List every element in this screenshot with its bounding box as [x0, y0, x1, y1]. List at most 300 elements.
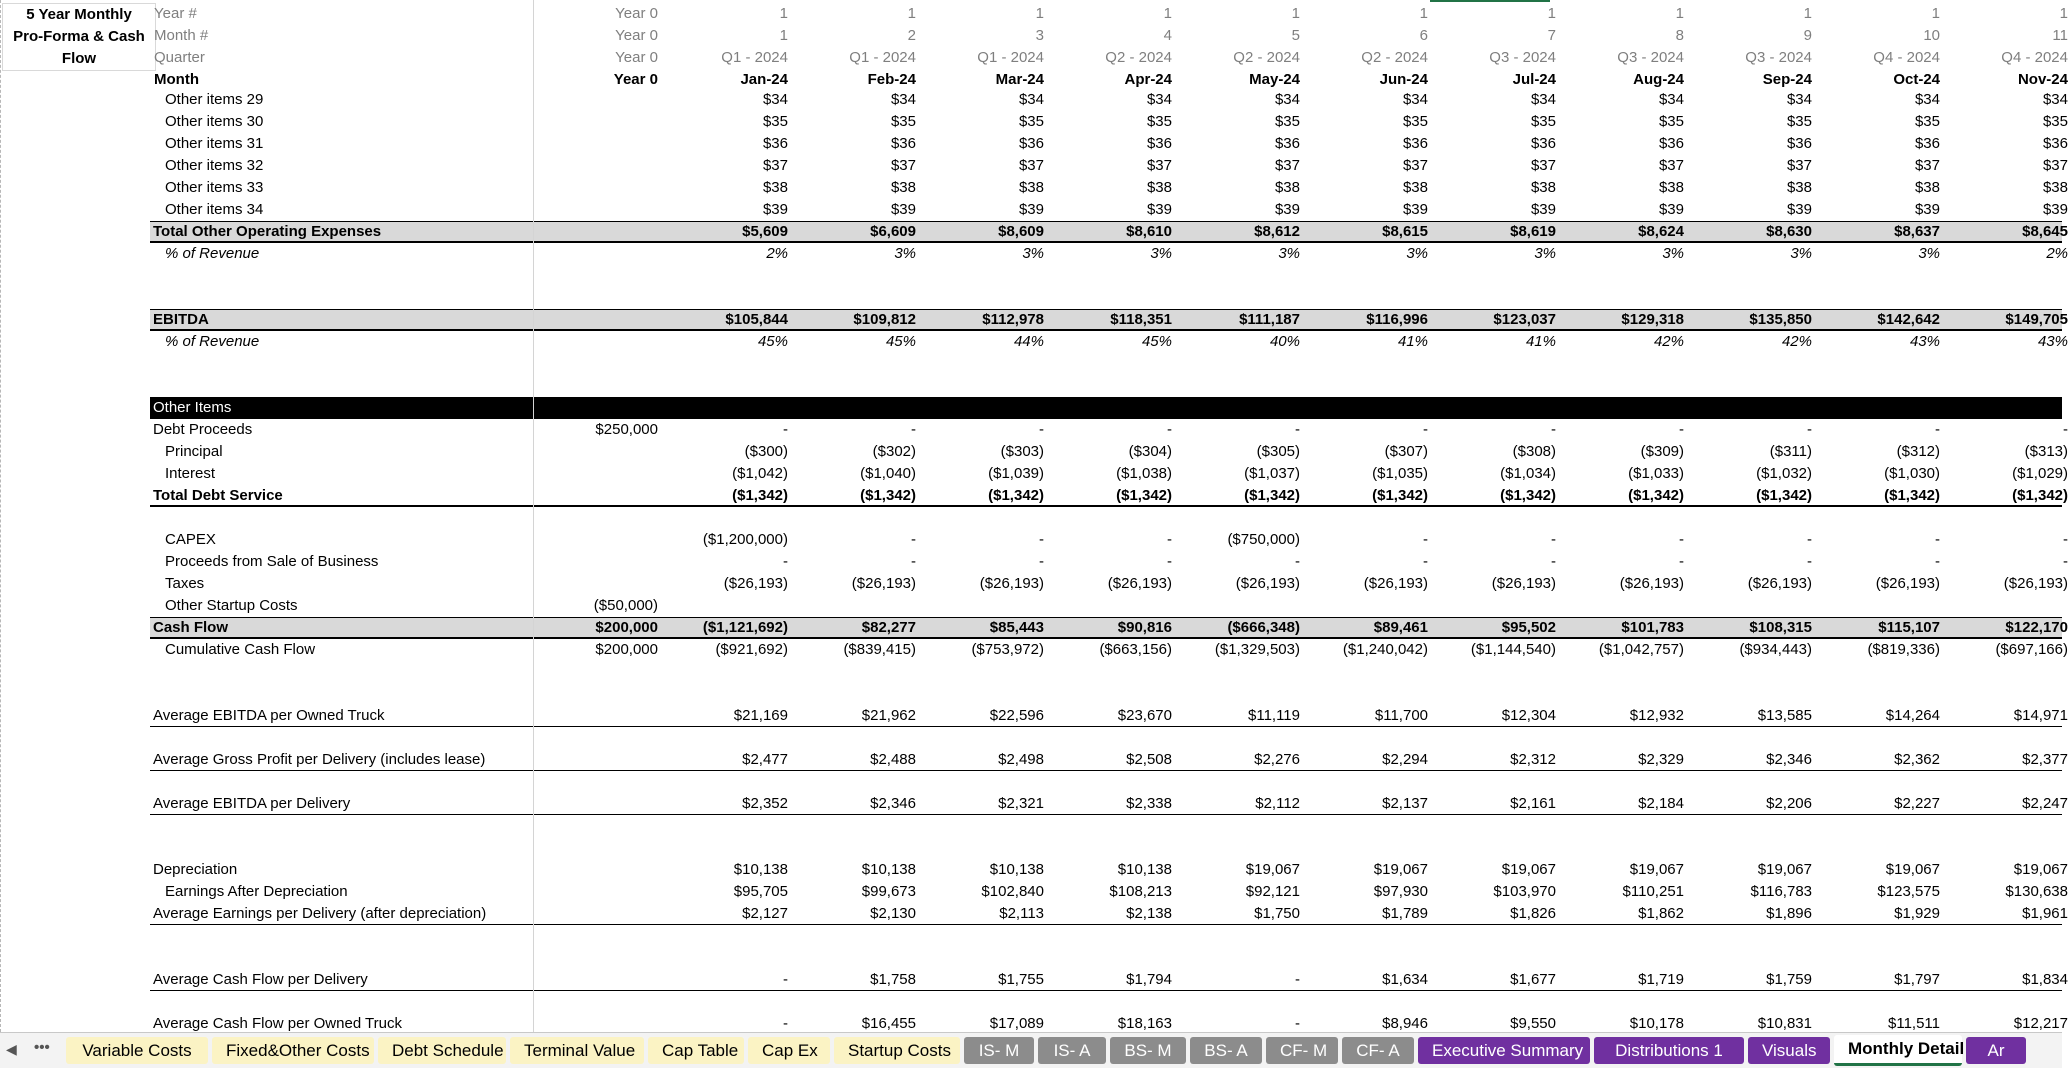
- body-cell[interactable]: 3%: [1406, 245, 1428, 262]
- body-cell[interactable]: $2,312: [1510, 751, 1556, 768]
- body-cell[interactable]: -: [1935, 553, 1940, 570]
- body-cell[interactable]: $37: [890, 157, 916, 174]
- body-cell[interactable]: $8,615: [1382, 223, 1428, 240]
- header-cell[interactable]: Nov-24: [2017, 71, 2068, 88]
- body-cell[interactable]: $35: [1146, 113, 1172, 130]
- body-cell[interactable]: $9,550: [1510, 1015, 1556, 1032]
- body-cell[interactable]: $2,377: [2022, 751, 2068, 768]
- body-cell[interactable]: ($1,121,692): [702, 619, 788, 636]
- body-cell[interactable]: $2,127: [742, 905, 788, 922]
- body-cell[interactable]: $2,488: [870, 751, 916, 768]
- body-cell[interactable]: -: [2063, 531, 2068, 548]
- body-cell[interactable]: ($26,193): [1619, 575, 1684, 592]
- header-cell[interactable]: Q2 - 2024: [1233, 49, 1300, 66]
- body-cell[interactable]: ($1,342): [1116, 487, 1172, 504]
- header-cell[interactable]: 1: [1675, 5, 1684, 22]
- body-cell[interactable]: -: [1807, 553, 1812, 570]
- body-cell[interactable]: 3%: [1534, 245, 1556, 262]
- body-cell[interactable]: ($26,193): [979, 575, 1044, 592]
- body-cell[interactable]: $108,213: [1109, 883, 1172, 900]
- body-cell[interactable]: 3%: [1662, 245, 1684, 262]
- body-cell[interactable]: $2,352: [742, 795, 788, 812]
- header-cell[interactable]: 1: [1547, 5, 1556, 22]
- header-cell[interactable]: May-24: [1249, 71, 1300, 88]
- body-cell[interactable]: $35: [1402, 113, 1428, 130]
- body-cell[interactable]: $200,000: [595, 641, 658, 658]
- body-cell[interactable]: ($305): [1256, 443, 1300, 460]
- body-cell[interactable]: $38: [1146, 179, 1172, 196]
- sheet-tab-bs-m[interactable]: BS- M: [1110, 1037, 1186, 1064]
- body-cell[interactable]: -: [1167, 531, 1172, 548]
- body-cell[interactable]: ($1,030): [1884, 465, 1940, 482]
- header-cell[interactable]: Jul-24: [1512, 71, 1556, 88]
- header-cell[interactable]: Q3 - 2024: [1489, 49, 1556, 66]
- body-cell[interactable]: $34: [1018, 91, 1044, 108]
- header-cell[interactable]: 3: [1035, 27, 1044, 44]
- body-cell[interactable]: -: [783, 421, 788, 438]
- body-cell[interactable]: $8,612: [1254, 223, 1300, 240]
- sheet-tab-executive-summary[interactable]: Executive Summary: [1418, 1037, 1590, 1064]
- body-cell[interactable]: $38: [1914, 179, 1940, 196]
- header-cell[interactable]: Aug-24: [1633, 71, 1684, 88]
- header-cell[interactable]: 1: [1163, 5, 1172, 22]
- body-cell[interactable]: $8,624: [1638, 223, 1684, 240]
- body-label[interactable]: Cumulative Cash Flow: [165, 641, 316, 658]
- body-cell[interactable]: -: [911, 531, 916, 548]
- body-cell[interactable]: $19,067: [1245, 861, 1300, 878]
- body-cell[interactable]: $8,946: [1382, 1015, 1428, 1032]
- body-cell[interactable]: ($304): [1128, 443, 1172, 460]
- body-cell[interactable]: $12,932: [1629, 707, 1684, 724]
- body-cell[interactable]: ($1,329,503): [1214, 641, 1300, 658]
- body-cell[interactable]: $37: [2042, 157, 2068, 174]
- sheet-tab-is-a[interactable]: IS- A: [1038, 1037, 1106, 1064]
- body-cell[interactable]: $1,896: [1766, 905, 1812, 922]
- body-cell[interactable]: ($921,692): [715, 641, 788, 658]
- body-cell[interactable]: ($26,193): [1747, 575, 1812, 592]
- body-cell[interactable]: 43%: [2037, 333, 2068, 350]
- body-cell[interactable]: ($26,193): [723, 575, 788, 592]
- sheet-tab-ar[interactable]: Ar: [1966, 1037, 2026, 1064]
- header-cell[interactable]: Q1 - 2024: [721, 49, 788, 66]
- body-cell[interactable]: $38: [1786, 179, 1812, 196]
- body-label[interactable]: Average Cash Flow per Delivery: [153, 971, 368, 988]
- body-cell[interactable]: 3%: [1150, 245, 1172, 262]
- body-cell[interactable]: $39: [890, 201, 916, 218]
- body-cell[interactable]: ($311): [1769, 443, 1812, 460]
- body-cell[interactable]: $109,812: [853, 311, 916, 328]
- body-cell[interactable]: $39: [2042, 201, 2068, 218]
- more-tabs-icon[interactable]: •••: [34, 1039, 50, 1056]
- header-cell[interactable]: 1: [2059, 5, 2068, 22]
- body-cell[interactable]: $38: [1402, 179, 1428, 196]
- body-cell[interactable]: ($1,240,042): [1342, 641, 1428, 658]
- body-cell[interactable]: $105,844: [725, 311, 788, 328]
- body-cell[interactable]: $34: [1914, 91, 1940, 108]
- body-cell[interactable]: $1,758: [870, 971, 916, 988]
- body-cell[interactable]: ($1,342): [2012, 487, 2068, 504]
- body-cell[interactable]: $92,121: [1245, 883, 1300, 900]
- body-label[interactable]: Other Items: [153, 399, 232, 416]
- body-cell[interactable]: $35: [1786, 113, 1812, 130]
- body-cell[interactable]: $10,138: [861, 861, 916, 878]
- body-label[interactable]: Other items 32: [165, 157, 264, 174]
- body-cell[interactable]: $2,346: [870, 795, 916, 812]
- body-cell[interactable]: $1,929: [1894, 905, 1940, 922]
- body-cell[interactable]: $18,163: [1117, 1015, 1172, 1032]
- sheet-tab-debt-schedule[interactable]: Debt Schedule: [378, 1037, 506, 1064]
- body-cell[interactable]: $35: [1018, 113, 1044, 130]
- body-cell[interactable]: -: [1295, 1015, 1300, 1032]
- body-cell[interactable]: ($1,035): [1372, 465, 1428, 482]
- body-cell[interactable]: $1,634: [1382, 971, 1428, 988]
- header-cell[interactable]: 1: [779, 5, 788, 22]
- body-label[interactable]: Average Cash Flow per Owned Truck: [153, 1015, 403, 1032]
- body-cell[interactable]: ($753,972): [971, 641, 1044, 658]
- body-cell[interactable]: $116,783: [1750, 883, 1812, 900]
- body-cell[interactable]: $2,362: [1894, 751, 1940, 768]
- header-cell[interactable]: 5: [1291, 27, 1300, 44]
- header-cell[interactable]: 2: [907, 27, 916, 44]
- body-cell[interactable]: 41%: [1525, 333, 1556, 350]
- body-cell[interactable]: $17,089: [989, 1015, 1044, 1032]
- body-cell[interactable]: $11,511: [1888, 1015, 1940, 1032]
- body-cell[interactable]: 40%: [1269, 333, 1300, 350]
- body-cell[interactable]: $34: [1658, 91, 1684, 108]
- body-cell[interactable]: -: [911, 421, 916, 438]
- header-cell[interactable]: Mar-24: [995, 71, 1044, 88]
- body-cell[interactable]: ($26,193): [1363, 575, 1428, 592]
- body-cell[interactable]: ($934,443): [1739, 641, 1812, 658]
- body-cell[interactable]: $39: [1914, 201, 1940, 218]
- body-cell[interactable]: $37: [1530, 157, 1556, 174]
- body-cell[interactable]: $39: [1274, 201, 1300, 218]
- body-cell[interactable]: $36: [1146, 135, 1172, 152]
- body-cell[interactable]: $2,508: [1126, 751, 1172, 768]
- body-label[interactable]: Principal: [165, 443, 223, 460]
- body-cell[interactable]: $8,630: [1766, 223, 1812, 240]
- body-cell[interactable]: $2,294: [1382, 751, 1428, 768]
- body-cell[interactable]: 42%: [1781, 333, 1812, 350]
- body-cell[interactable]: $14,264: [1885, 707, 1940, 724]
- body-cell[interactable]: $35: [1914, 113, 1940, 130]
- body-label[interactable]: Other items 31: [165, 135, 264, 152]
- body-cell[interactable]: ($26,193): [1107, 575, 1172, 592]
- body-cell[interactable]: $2,321: [998, 795, 1044, 812]
- body-cell[interactable]: $95,705: [733, 883, 788, 900]
- body-cell[interactable]: ($1,039): [988, 465, 1044, 482]
- body-cell[interactable]: ($1,144,540): [1470, 641, 1556, 658]
- body-cell[interactable]: $102,840: [981, 883, 1044, 900]
- body-cell[interactable]: $10,138: [733, 861, 788, 878]
- body-cell[interactable]: $34: [1274, 91, 1300, 108]
- body-cell[interactable]: $103,970: [1493, 883, 1556, 900]
- header-cell[interactable]: 1: [779, 27, 788, 44]
- header-cell[interactable]: Year 0: [613, 71, 658, 88]
- body-cell[interactable]: ($1,033): [1628, 465, 1684, 482]
- body-cell[interactable]: $1,826: [1510, 905, 1556, 922]
- body-cell[interactable]: $1,759: [1766, 971, 1812, 988]
- body-cell[interactable]: $36: [1018, 135, 1044, 152]
- header-cell[interactable]: 4: [1163, 27, 1172, 44]
- body-cell[interactable]: -: [1551, 553, 1556, 570]
- body-cell[interactable]: $19,067: [1885, 861, 1940, 878]
- body-cell[interactable]: ($26,193): [2003, 575, 2068, 592]
- header-cell[interactable]: 6: [1419, 27, 1428, 44]
- body-cell[interactable]: ($312): [1896, 443, 1940, 460]
- sheet-tab-variable-costs[interactable]: Variable Costs: [66, 1037, 208, 1064]
- body-cell[interactable]: -: [1807, 531, 1812, 548]
- body-cell[interactable]: $10,831: [1757, 1015, 1812, 1032]
- body-cell[interactable]: $39: [1530, 201, 1556, 218]
- header-cell[interactable]: Feb-24: [867, 71, 916, 88]
- body-cell[interactable]: $39: [1402, 201, 1428, 218]
- body-cell[interactable]: ($1,040): [860, 465, 916, 482]
- body-cell[interactable]: -: [783, 971, 788, 988]
- body-label[interactable]: EBITDA: [153, 311, 209, 328]
- body-cell[interactable]: $2,112: [1255, 795, 1300, 812]
- body-cell[interactable]: -: [1295, 421, 1300, 438]
- body-cell[interactable]: 3%: [1790, 245, 1812, 262]
- body-cell[interactable]: $35: [890, 113, 916, 130]
- body-cell[interactable]: $122,170: [2005, 619, 2068, 636]
- body-cell[interactable]: $130,638: [2005, 883, 2068, 900]
- body-cell[interactable]: $95,502: [1501, 619, 1556, 636]
- header-cell[interactable]: Jan-24: [740, 71, 788, 88]
- body-cell[interactable]: $2,276: [1254, 751, 1300, 768]
- body-cell[interactable]: $38: [890, 179, 916, 196]
- body-cell[interactable]: $37: [1018, 157, 1044, 174]
- body-cell[interactable]: $19,067: [1501, 861, 1556, 878]
- body-cell[interactable]: $1,750: [1254, 905, 1300, 922]
- body-cell[interactable]: -: [911, 553, 916, 570]
- body-cell[interactable]: $37: [1274, 157, 1300, 174]
- body-cell[interactable]: $149,705: [2005, 311, 2068, 328]
- header-cell[interactable]: Jun-24: [1379, 71, 1428, 88]
- body-cell[interactable]: ($309): [1640, 443, 1684, 460]
- body-cell[interactable]: -: [1167, 553, 1172, 570]
- body-label[interactable]: Average EBITDA per Owned Truck: [153, 707, 385, 724]
- body-cell[interactable]: $38: [1018, 179, 1044, 196]
- header-label[interactable]: Month #: [154, 27, 209, 44]
- body-cell[interactable]: $110,251: [1622, 883, 1684, 900]
- body-cell[interactable]: ($1,034): [1500, 465, 1556, 482]
- body-cell[interactable]: $37: [762, 157, 788, 174]
- body-cell[interactable]: $82,277: [861, 619, 916, 636]
- body-cell[interactable]: $36: [1274, 135, 1300, 152]
- body-cell[interactable]: $2,138: [1126, 905, 1172, 922]
- header-cell[interactable]: Sep-24: [1762, 71, 1812, 88]
- body-cell[interactable]: -: [1039, 421, 1044, 438]
- body-cell[interactable]: $19,067: [1373, 861, 1428, 878]
- body-cell[interactable]: $2,161: [1510, 795, 1556, 812]
- body-cell[interactable]: $123,037: [1493, 311, 1556, 328]
- sheet-tab-bs-a[interactable]: BS- A: [1190, 1037, 1262, 1064]
- body-cell[interactable]: ($1,200,000): [702, 531, 788, 548]
- body-cell[interactable]: $13,585: [1757, 707, 1812, 724]
- body-label[interactable]: Other items 30: [165, 113, 264, 130]
- body-cell[interactable]: $36: [2042, 135, 2068, 152]
- sheet-tab-fixed-other-costs[interactable]: Fixed&Other Costs: [212, 1037, 374, 1064]
- body-cell[interactable]: $19,067: [1757, 861, 1812, 878]
- body-cell[interactable]: $39: [1146, 201, 1172, 218]
- body-cell[interactable]: $34: [1402, 91, 1428, 108]
- body-cell[interactable]: -: [1935, 531, 1940, 548]
- body-cell[interactable]: 3%: [1918, 245, 1940, 262]
- body-cell[interactable]: ($1,342): [860, 487, 916, 504]
- body-cell[interactable]: -: [1551, 421, 1556, 438]
- body-cell[interactable]: $36: [890, 135, 916, 152]
- body-cell[interactable]: ($26,193): [1875, 575, 1940, 592]
- header-cell[interactable]: 9: [1803, 27, 1812, 44]
- body-label[interactable]: Total Debt Service: [153, 487, 283, 504]
- body-cell[interactable]: $1,794: [1126, 971, 1172, 988]
- body-cell[interactable]: $38: [1530, 179, 1556, 196]
- header-cell[interactable]: Q2 - 2024: [1361, 49, 1428, 66]
- body-label[interactable]: % of Revenue: [165, 245, 260, 262]
- header-cell[interactable]: 1: [1803, 5, 1812, 22]
- body-label[interactable]: Interest: [165, 465, 216, 482]
- body-cell[interactable]: -: [1423, 553, 1428, 570]
- body-cell[interactable]: $1,961: [2022, 905, 2068, 922]
- body-cell[interactable]: $35: [1658, 113, 1684, 130]
- body-cell[interactable]: -: [1039, 553, 1044, 570]
- header-cell[interactable]: 7: [1547, 27, 1556, 44]
- body-cell[interactable]: ($1,032): [1756, 465, 1812, 482]
- body-cell[interactable]: -: [1807, 421, 1812, 438]
- body-cell[interactable]: 2%: [766, 245, 788, 262]
- body-cell[interactable]: 3%: [1278, 245, 1300, 262]
- header-cell[interactable]: Q2 - 2024: [1105, 49, 1172, 66]
- body-cell[interactable]: ($663,156): [1099, 641, 1172, 658]
- header-cell[interactable]: 1: [1291, 5, 1300, 22]
- header-cell[interactable]: Apr-24: [1124, 71, 1172, 88]
- body-cell[interactable]: $2,338: [1126, 795, 1172, 812]
- header-cell[interactable]: Year 0: [615, 49, 658, 66]
- body-cell[interactable]: ($307): [1384, 443, 1428, 460]
- body-cell[interactable]: ($1,037): [1244, 465, 1300, 482]
- body-cell[interactable]: $36: [1658, 135, 1684, 152]
- body-cell[interactable]: $34: [2042, 91, 2068, 108]
- body-cell[interactable]: $111,187: [1239, 311, 1300, 328]
- body-cell[interactable]: 41%: [1397, 333, 1428, 350]
- body-cell[interactable]: $10,138: [1117, 861, 1172, 878]
- header-cell[interactable]: Year 0: [615, 5, 658, 22]
- header-cell[interactable]: Q3 - 2024: [1745, 49, 1812, 66]
- body-cell[interactable]: $8,610: [1126, 223, 1172, 240]
- body-label[interactable]: Cash Flow: [153, 619, 229, 636]
- body-cell[interactable]: ($697,166): [1995, 641, 2068, 658]
- body-cell[interactable]: $36: [1402, 135, 1428, 152]
- body-cell[interactable]: $1,789: [1382, 905, 1428, 922]
- body-label[interactable]: Other items 29: [165, 91, 264, 108]
- body-cell[interactable]: $2,477: [742, 751, 788, 768]
- body-cell[interactable]: $11,700: [1374, 707, 1428, 724]
- body-cell[interactable]: -: [2063, 553, 2068, 570]
- body-cell[interactable]: $35: [762, 113, 788, 130]
- body-label[interactable]: Other items 34: [165, 201, 264, 218]
- body-label[interactable]: Other items 33: [165, 179, 264, 196]
- body-cell[interactable]: $5,609: [742, 223, 788, 240]
- body-cell[interactable]: ($1,342): [732, 487, 788, 504]
- body-cell[interactable]: $101,783: [1621, 619, 1684, 636]
- body-cell[interactable]: $112,978: [982, 311, 1044, 328]
- sheet-tab-cap-table[interactable]: Cap Table: [648, 1037, 744, 1064]
- body-cell[interactable]: ($750,000): [1227, 531, 1300, 548]
- body-cell[interactable]: $1,834: [2022, 971, 2068, 988]
- body-cell[interactable]: $2,247: [2022, 795, 2068, 812]
- body-cell[interactable]: -: [1167, 421, 1172, 438]
- body-cell[interactable]: $34: [890, 91, 916, 108]
- body-cell[interactable]: -: [1423, 421, 1428, 438]
- sheet-tab-cf-m[interactable]: CF- M: [1266, 1037, 1338, 1064]
- body-cell[interactable]: 44%: [1013, 333, 1044, 350]
- body-cell[interactable]: ($1,342): [1884, 487, 1940, 504]
- body-cell[interactable]: $97,930: [1373, 883, 1428, 900]
- header-cell[interactable]: Q1 - 2024: [849, 49, 916, 66]
- body-cell[interactable]: 45%: [757, 333, 788, 350]
- body-label[interactable]: Proceeds from Sale of Business: [165, 553, 379, 570]
- body-cell[interactable]: $36: [1914, 135, 1940, 152]
- body-cell[interactable]: $37: [1402, 157, 1428, 174]
- body-cell[interactable]: ($50,000): [593, 597, 658, 614]
- body-cell[interactable]: $90,816: [1117, 619, 1172, 636]
- sheet-tab-startup-costs[interactable]: Startup Costs: [834, 1037, 960, 1064]
- body-cell[interactable]: $123,575: [1877, 883, 1940, 900]
- body-cell[interactable]: $37: [1146, 157, 1172, 174]
- body-cell[interactable]: $85,443: [989, 619, 1044, 636]
- body-cell[interactable]: $1,719: [1638, 971, 1684, 988]
- body-cell[interactable]: $39: [1786, 201, 1812, 218]
- body-cell[interactable]: $21,169: [733, 707, 788, 724]
- body-cell[interactable]: -: [1679, 531, 1684, 548]
- sheet-tab-monthly-detail[interactable]: Monthly Detail: [1834, 1035, 1962, 1066]
- body-cell[interactable]: $38: [1274, 179, 1300, 196]
- body-cell[interactable]: ($300): [744, 443, 788, 460]
- body-cell[interactable]: ($1,042,757): [1598, 641, 1684, 658]
- body-cell[interactable]: $129,318: [1621, 311, 1684, 328]
- body-cell[interactable]: $34: [1146, 91, 1172, 108]
- sheet-tab-is-m[interactable]: IS- M: [964, 1037, 1034, 1064]
- body-cell[interactable]: -: [1679, 421, 1684, 438]
- body-cell[interactable]: $2,227: [1894, 795, 1940, 812]
- body-cell[interactable]: 45%: [885, 333, 916, 350]
- body-label[interactable]: Total Other Operating Expenses: [153, 223, 382, 240]
- body-cell[interactable]: $89,461: [1373, 619, 1428, 636]
- body-cell[interactable]: $36: [762, 135, 788, 152]
- header-cell[interactable]: Q3 - 2024: [1617, 49, 1684, 66]
- sheet-tab-cf-a[interactable]: CF- A: [1342, 1037, 1414, 1064]
- body-label[interactable]: Taxes: [165, 575, 205, 592]
- body-cell[interactable]: 42%: [1653, 333, 1684, 350]
- body-cell[interactable]: $116,996: [1366, 311, 1428, 328]
- body-cell[interactable]: $21,962: [861, 707, 916, 724]
- body-cell[interactable]: $38: [1658, 179, 1684, 196]
- body-cell[interactable]: $10,178: [1629, 1015, 1684, 1032]
- body-cell[interactable]: $108,315: [1749, 619, 1812, 636]
- body-cell[interactable]: ($1,342): [1244, 487, 1300, 504]
- body-cell[interactable]: 3%: [1022, 245, 1044, 262]
- body-cell[interactable]: -: [1423, 531, 1428, 548]
- body-cell[interactable]: $37: [1914, 157, 1940, 174]
- body-cell[interactable]: $35: [1530, 113, 1556, 130]
- header-cell[interactable]: Q1 - 2024: [977, 49, 1044, 66]
- body-cell[interactable]: ($302): [872, 443, 916, 460]
- body-cell[interactable]: $34: [1530, 91, 1556, 108]
- body-cell[interactable]: $36: [1786, 135, 1812, 152]
- body-cell[interactable]: ($26,193): [851, 575, 916, 592]
- body-cell[interactable]: $39: [1018, 201, 1044, 218]
